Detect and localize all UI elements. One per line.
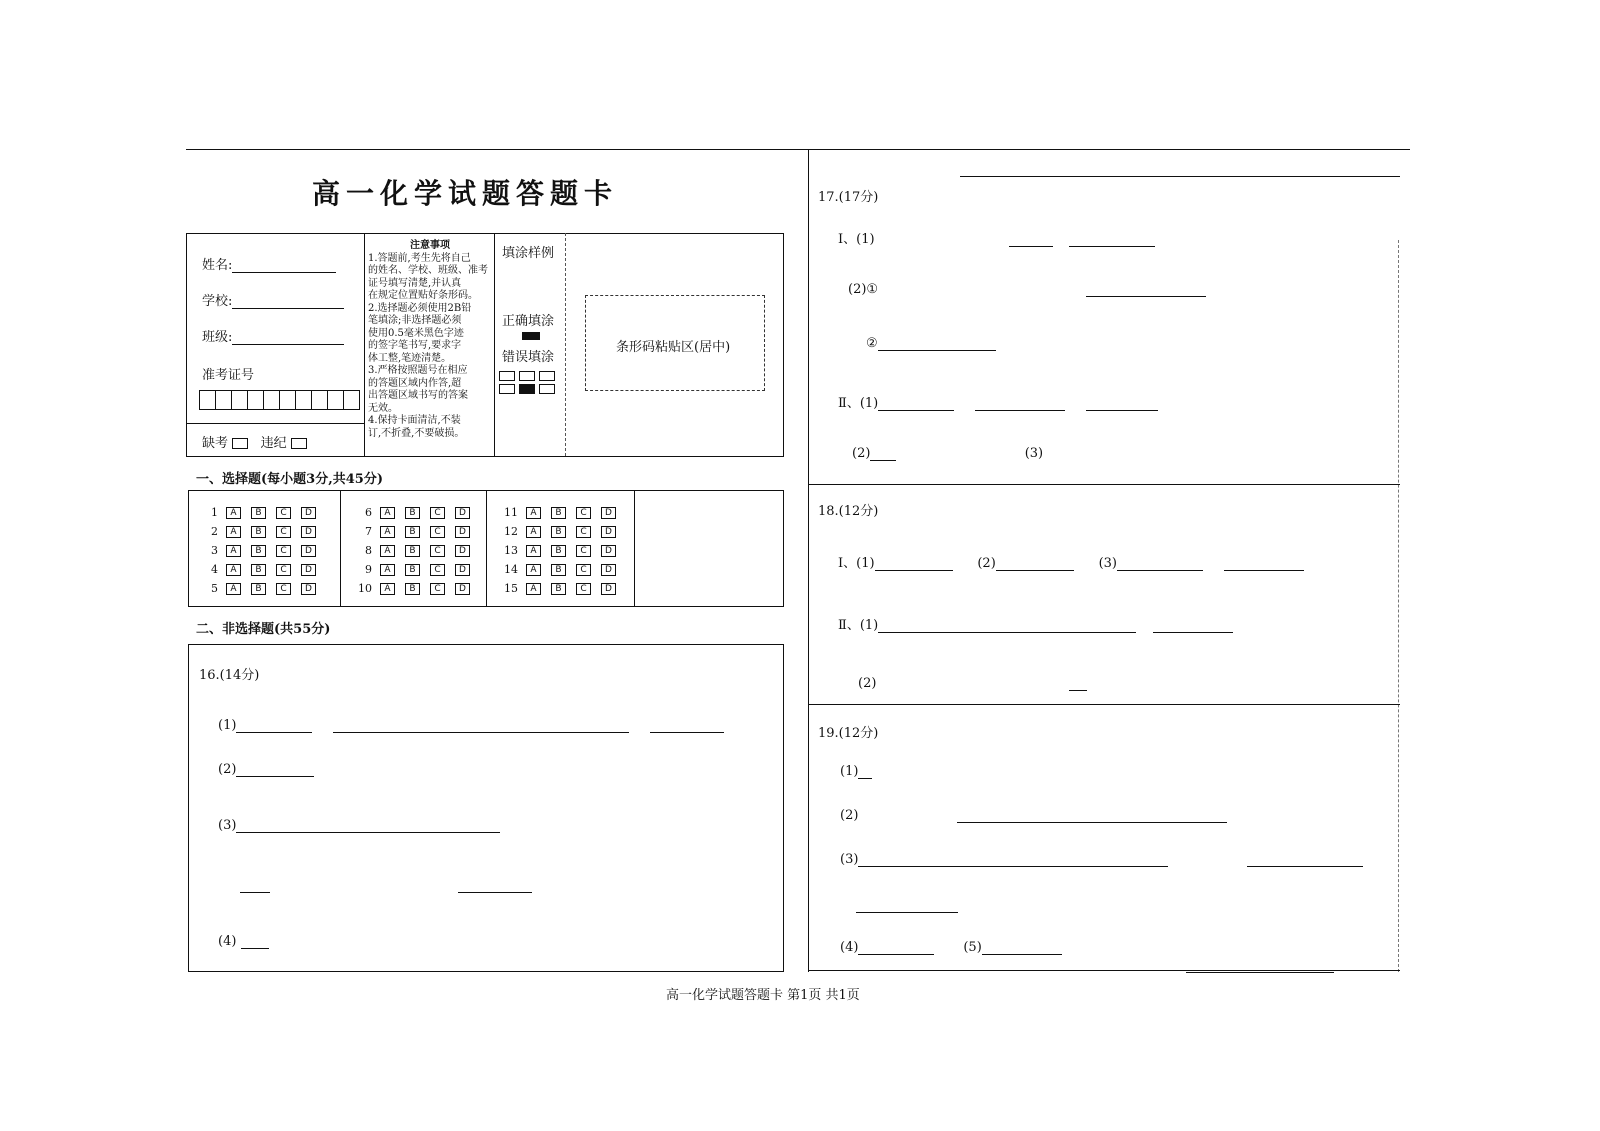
mc-option-a[interactable]: A — [226, 545, 241, 557]
mc-question-number: 13 — [504, 544, 518, 557]
name-field[interactable]: 姓名: — [202, 254, 336, 273]
q17-I-part1[interactable]: Ⅰ、(1) — [838, 228, 1155, 247]
mc-question-row — [500, 563, 622, 576]
q17-heading: 17.(17分) — [818, 190, 879, 205]
mc-option-a[interactable]: A — [380, 545, 395, 557]
mc-option-c[interactable]: C — [276, 507, 291, 519]
q16-part4[interactable]: (4) — [218, 934, 269, 949]
mc-option-a[interactable]: A — [226, 507, 241, 519]
q16-frame — [188, 644, 784, 972]
mc-option-d[interactable]: D — [301, 583, 316, 595]
mc-option-d[interactable]: D — [601, 526, 616, 538]
mc-question-number: 6 — [365, 506, 372, 519]
q19-part5: (5) — [963, 940, 982, 955]
mc-question-row — [200, 563, 322, 576]
mc-option-c[interactable]: C — [576, 583, 591, 595]
mc-question-number: 14 — [504, 563, 518, 576]
q17-II-part1[interactable]: Ⅱ、(1) — [838, 392, 1158, 411]
mc-question-number: 12 — [504, 525, 518, 538]
mc-option-d[interactable]: D — [455, 545, 470, 557]
mc-option-b[interactable]: B — [405, 507, 420, 519]
q19-part2[interactable]: (2) — [840, 808, 1227, 823]
mc-option-b[interactable]: B — [551, 564, 566, 576]
mc-option-c[interactable]: C — [276, 545, 291, 557]
q19-part3-extra[interactable] — [856, 898, 958, 913]
mc-question-number: 1 — [211, 506, 218, 519]
q17-I-part2-1[interactable]: (2)① — [848, 282, 1206, 297]
wrong-fill-samples — [499, 371, 555, 381]
q18-II-part2[interactable]: (2) — [858, 676, 1087, 691]
mc-option-b[interactable]: B — [551, 526, 566, 538]
mc-option-a[interactable]: A — [526, 564, 541, 576]
mc-option-c[interactable]: C — [430, 507, 445, 519]
mc-question-row — [354, 582, 476, 595]
q16-part2[interactable]: (2) — [218, 762, 314, 777]
mc-option-b[interactable]: B — [251, 526, 266, 538]
mc-option-d[interactable]: D — [601, 583, 616, 595]
mc-option-c[interactable]: C — [430, 545, 445, 557]
correct-fill-label: 正确填涂 — [502, 314, 555, 329]
mc-option-d[interactable]: D — [601, 564, 616, 576]
mc-question-row — [354, 506, 476, 519]
q19-part3[interactable]: (3) — [840, 852, 1363, 867]
mc-option-a[interactable]: A — [226, 583, 241, 595]
q16-part3[interactable]: (3) — [218, 818, 500, 833]
mc-question-number: 4 — [211, 563, 218, 576]
mc-option-d[interactable]: D — [301, 545, 316, 557]
q16-heading: 16.(14分) — [199, 668, 260, 683]
wrong-fill-label: 错误填涂 — [502, 350, 555, 365]
mc-question-row — [500, 544, 622, 557]
class-field[interactable]: 班级: — [202, 326, 344, 345]
column-divider — [808, 150, 809, 972]
mc-option-a[interactable]: A — [226, 564, 241, 576]
mc-option-b[interactable]: B — [405, 583, 420, 595]
q19-part1[interactable]: (1) — [840, 764, 872, 779]
mc-question-row — [354, 525, 476, 538]
mc-question-row — [200, 506, 322, 519]
mc-option-a[interactable]: A — [380, 564, 395, 576]
q17-I-part2-2[interactable]: ② — [866, 336, 996, 351]
mc-option-d[interactable]: D — [301, 564, 316, 576]
q18-heading: 18.(12分) — [818, 504, 879, 519]
mc-question-number: 2 — [211, 525, 218, 538]
mc-option-b[interactable]: B — [251, 507, 266, 519]
exam-id-label: 准考证号 — [202, 368, 255, 383]
mc-option-a[interactable]: A — [526, 583, 541, 595]
mc-question-row — [354, 544, 476, 557]
mc-option-c[interactable]: C — [276, 526, 291, 538]
mc-question-row — [200, 544, 322, 557]
mc-option-c[interactable]: C — [576, 526, 591, 538]
mc-question-row — [200, 582, 322, 595]
mc-option-b[interactable]: B — [405, 526, 420, 538]
page-footer: 高一化学试题答题卡 第1页 共1页 — [666, 988, 860, 1003]
q16-part1[interactable]: (1) — [218, 718, 724, 733]
mc-option-a[interactable]: A — [380, 583, 395, 595]
mc-option-a[interactable]: A — [526, 545, 541, 557]
mc-question-number: 5 — [211, 582, 218, 595]
mc-question-number: 9 — [365, 563, 372, 576]
mc-option-b[interactable]: B — [251, 545, 266, 557]
notice-block: 注意事项 1.答题前,考生先将自己 的姓名、学校、班级、准考 证号填写清楚,并认真 在规定位置贴好条形码。 2.选择题必须使用2B铅 笔填涂;非选择题必须 使用0.5毫米黑色字迹 的签字笔书写,要求字 体工整,笔迹清楚。 3.严格按照题号在相应 的答题区域内作答,超 出答题区域书写的答案 无效。 4.保持卡面清洁,不装 订,不折叠,不要破损。 — [368, 240, 488, 439]
mc-option-d[interactable]: D — [301, 526, 316, 538]
mc-option-b[interactable]: B — [251, 564, 266, 576]
q18-I-parts[interactable]: Ⅰ、(1) (2) (3) — [838, 552, 1304, 571]
mc-question-row — [500, 525, 622, 538]
mc-option-d[interactable]: D — [455, 507, 470, 519]
page-title: 高一化学试题答题卡 — [312, 177, 619, 210]
mc-option-b[interactable]: B — [551, 583, 566, 595]
correct-fill-sample — [522, 332, 540, 340]
violation-label: 违纪 — [260, 436, 287, 451]
mc-question-number: 11 — [504, 506, 518, 519]
q19-heading: 19.(12分) — [818, 726, 879, 741]
mc-option-c[interactable]: C — [276, 564, 291, 576]
mc-option-c[interactable]: C — [576, 564, 591, 576]
q19-part4-5[interactable]: (4) (5) — [840, 940, 1062, 955]
mc-question-number: 8 — [365, 544, 372, 557]
mc-option-a[interactable]: A — [526, 507, 541, 519]
mc-question-number: 10 — [358, 582, 372, 595]
mc-option-c[interactable]: C — [430, 583, 445, 595]
mc-option-c[interactable]: C — [276, 583, 291, 595]
top-rule — [186, 149, 1410, 150]
mc-option-b[interactable]: B — [405, 545, 420, 557]
mc-question-row — [354, 563, 476, 576]
absent-mark[interactable]: 缺考 违纪 — [202, 432, 307, 451]
mc-option-b[interactable]: B — [251, 583, 266, 595]
mc-question-number: 3 — [211, 544, 218, 557]
q17-II-part2[interactable]: (2) (3) — [852, 446, 1044, 461]
mc-option-b[interactable]: B — [551, 545, 566, 557]
fill-sample-label: 填涂样例 — [502, 246, 555, 261]
mc-option-c[interactable]: C — [430, 564, 445, 576]
q16-part3-extra[interactable] — [240, 878, 532, 893]
mc-option-c[interactable]: C — [430, 526, 445, 538]
mc-option-b[interactable]: B — [405, 564, 420, 576]
mc-option-b[interactable]: B — [551, 507, 566, 519]
mc-option-a[interactable]: A — [526, 526, 541, 538]
school-field[interactable]: 学校: — [202, 290, 344, 309]
mc-option-d[interactable]: D — [301, 507, 316, 519]
mc-option-d[interactable]: D — [455, 564, 470, 576]
mc-option-c[interactable]: C — [576, 507, 591, 519]
mc-option-d[interactable]: D — [601, 545, 616, 557]
mc-question-row — [500, 506, 622, 519]
q18-II-part1[interactable]: Ⅱ、(1) — [838, 614, 1233, 633]
barcode-label: 条形码粘贴区(居中) — [616, 340, 731, 355]
mc-question-row — [500, 582, 622, 595]
mc-question-number: 7 — [365, 525, 372, 538]
section1-title: 一、选择题(每小题3分,共45分) — [196, 472, 383, 487]
mc-question-row — [200, 525, 322, 538]
mc-option-d[interactable]: D — [455, 583, 470, 595]
mc-option-d[interactable]: D — [601, 507, 616, 519]
q17-II-part3: (3) — [1024, 446, 1044, 461]
section2-title: 二、非选择题(共55分) — [196, 622, 331, 637]
mc-option-a[interactable]: A — [380, 507, 395, 519]
mc-option-a[interactable]: A — [226, 526, 241, 538]
exam-id-boxes[interactable] — [199, 390, 360, 410]
mc-option-c[interactable]: C — [576, 545, 591, 557]
mc-option-a[interactable]: A — [380, 526, 395, 538]
mc-option-d[interactable]: D — [455, 526, 470, 538]
mc-question-number: 15 — [504, 582, 518, 595]
